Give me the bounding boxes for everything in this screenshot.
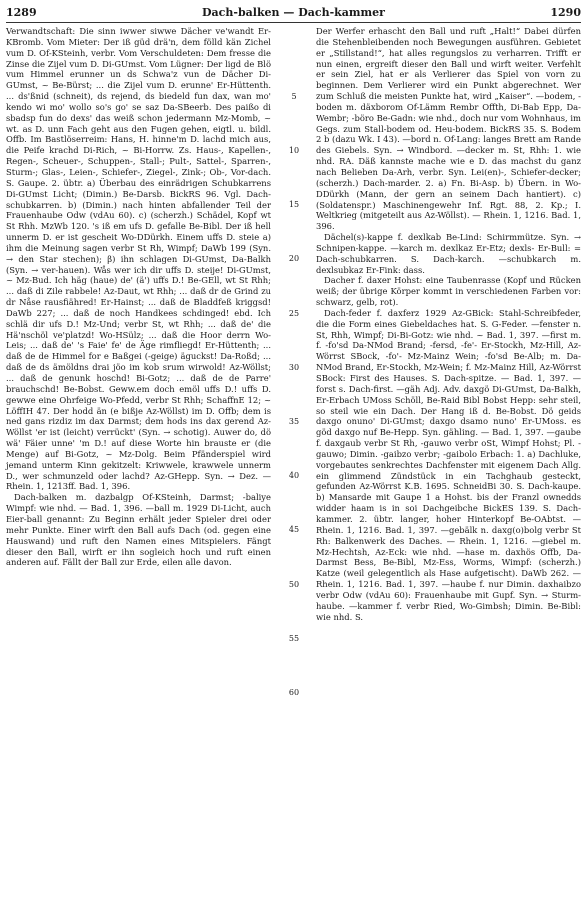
- line-number: 5: [291, 92, 297, 101]
- entry-dach-balken-continued: Der Werfer erhascht den Ball und ruft „Halt!“ Dabei dürfen die Stehenbleibenden noch Bewegungen ausführen. Gebietet er „Stillstand!“, hat alles regungslos zu verharren. Trifft er nun einen, ergreift dieser den Ball und wirft weiter. Verfehlt er sein Ziel, hat er als Verlierer das Spiel von vorn zu beginnen. Dem Verlierer wird ein Punkt abgerechnet. Wer zum Schluß die meisten Punkte hat, wird „Kaiser“. —bodem, -boden m. däxborom Of-Lämm Rembr Offth, Di-Bab Epp, Da-Wembr; -böro Be-Gadn: wie nhd., doch nur vom Wohnhaus, im Gegs. zum Stall-bodem od. Heu-bodem. BickRS 35. S. Bodem 2 b (dazu Wk. I 43). —bord n. Of-Lang: langes Brett am Rande des Giebels. Syn. → Windbord. —decker m. St, Rhh: 1. wie nhd. RA. Däß kannste mache wie e D. das machst du ganz nach Belieben Da-Arh, verbr. Syn. Lei(en)-, Schiefer-decker; (scherzh.) Dach-marder. 2. a) Fn. Bi-Asp. b) Übern. in Wo-DDürkh (Mann, der gern an seinem Dach hantiert). c) (Soldatenspr.) Maschinengewehr Inf. Rgt. 88, 2. Kp.; I. Weltkrieg (mitgeteilt aus Az-Wöllst). — Rhein. 1, 1216. Bad. 1, 396.: [316, 26, 581, 232]
- line-number: 60: [288, 688, 300, 697]
- line-number: 10: [288, 146, 300, 155]
- line-number-gutter: [276, 26, 312, 886]
- right-column: [316, 26, 581, 622]
- line-number: 55: [288, 634, 300, 643]
- page-number-right: 1290: [550, 6, 581, 19]
- entry-daechel-kappe: Dächel(s)-kappe f. dexlkab Be-Lind: Schirmmütze. Syn. → Schnipen-kappe. —karch m. dexlkaz Er-Etz; dexls- Er-Bull: = Dach-schubkarren. S. Dach-karch. —schubkarch m. dexlsubkaz Er-Fink: dass.: [316, 232, 581, 275]
- line-number: 40: [288, 471, 300, 480]
- page-number-left: 1289: [6, 6, 37, 19]
- page-header: [6, 4, 581, 23]
- entry-dacher: Dacher f. daxer Hohst: eine Taubenrasse (Kopf und Rücken weiß; der übrige Körper kommt in verschiedenen Farben vor: schwarz, gelb, rot).: [316, 275, 581, 308]
- line-number: 25: [288, 309, 300, 318]
- line-number: 15: [288, 200, 300, 209]
- entry-dach-continued: Verwandtschaft: Die sinn iwwer siwwe Dächer ve'wandt Er-KBromb. Vom Mieter: Der iß güd drä'n, dem fölld kän Zichel vum D. Of-KSteinh, verbr. Vom Verschuldeten: Dem fresse die Zinse die Zijel vum D. Di-GUmst. Vom Lügner: Der ligd de Blö vum Himmel erunner un ds Schwa'z vun de Dächer Di-GUmst, ~ Be-Bürst; ... die Zijel vum D. erunne' Er-Hüttenth. ... ds'ßnid (schneit), ds rejend, ds biedeld fun dax, wan mo' kendo wi mo' wollo so's go' se saz Da-SBeerb. Des paißo di sbadsp fun do dexs' das weiß schon jedermann Mz-Momb, ~ wt. as D. unn Fach geht aus den Fugen gehen, eigtl. u. bildl. Offb. Im Bastlöserreim: Hans, H. hinne'm D. lachd mich aus, die Peife krachd Di-Rich, ~ Bi-Horrw. Zs. Haus-, Kapellen-, Regen-, Scheuer-, Schuppen-, Stall-; Pult-, Sattel-, Sparren-, Sturm-; Glas-, Leien-, Schiefer-, Ziegel-, Zink-; Ob-, Vor-dach. S. Gaupe. 2. übtr. a) Überbau des einrädrigen Schubkarrens Di-GUmst Licht; (Dimin.) Be-Darsb. BickRS 96. Vgl. Dach-schubkarren. b) (Dimin.) nach hinten abfallender Teil der Frauenhaube Odw (vdAu 60). c) (scherzh.) Schädel, Kopf wt St Rhh. MzWb 120. 's iß em ufs D. gefalle Be-Bibl. Der iß hell unnerm D. er ist gescheit Wo-DDürkh. Einem uffs D. steie a) ihm die Meinung sagen verbr St Rh, Wimpf; DaWb 199 (Syn. → den Star stechen); β) ihn schlagen Di-GUmst, Da-Balkh (Syn. → ver-hauen). Wås wer ich dir uffs D. steije! Di-GUmst, ~ Mz-Bud. Ich häg (haue) de' (ä') uffs D.! Be-GEll, wt St Rhh; ... daß di Zile rabbele! Az-Daut, wt Rhh; ... daß dr de Grind zu dr Nåse rausfiähred! Er-Hainst; ... daß de Bladdfeß kriggsd! DaWb 227; ... daß de noch Handkees schdinged! ebd. Ich schlä dir ufs D.! Mz-Und; verbr St, wt Rhh; ... daß de' die Hä'nschöl ve'platzd! Wo-HSülz; ... daß die Hoor derrn Wo-Leis; ... daß de' 's Faie' fe' de Äge rimfliegd! Er-Hüttenth; ... daß de de Himmel for e Baßgei (-geige) äguckst! Da-Roßd; ... daß de ds ämöldns drai jöo im kob srum wirwold! Az-Wöllst; ... daß de genunk hoschd! Bi-Gotz; ... daß de de Parre' brauchschd! Be-Bobst. Geww.em doch emöl uffs D.! uffs D. gewwe eine Ohrfeige Wo-Pfedd, verbr St Rhh; SchaffnE 12; ~ LöffIH 47. Der hodd än (e bißje Az-Wöllst) im D. Offb; dem is ned gans rizdiz im dax Darmst; dem hods ins dax gerend Az-Wöllst 'er ist (leicht) verrückt' (Syn. → schotig). Auwer do, dö wä' Fäier unne' 'm D.! auf diese Worte hin brauste er (die Menge) auf Bi-Gotz, ~ Mz-Dolg. Beim Pfänderspiel wird jemand unterm Kinn gekitzelt: Kriwwele, krawwele unnerm D., wer schmunzeld oder lachd? Az-GHepp. Syn. → Dez. — Rhein. 1, 1213ff. Bad. 1, 396.: [6, 26, 271, 492]
- entry-dach-feder: Dach-feder f. daxferz 1929 Az-GBick: Stahl-Schreibfeder, die die Form eines Giebeldaches hat. S. G-Feder. —fenster n. St, Rhh, Wimpf; Di-Bi-Gotz: wie nhd. ~ Bad. 1, 397. —first m. f. -fo'sd Da-NMod Brand; -fersd, -fe'- Er-Stockh, Mz-Hill, Az-Wörrst SBock, -fo'- Mz-Mainz Wein; -fo'sd Be-Alb; m. Da-NMod Brand, Er-Stockh, Mz-Wein; f. Mz-Mainz Hill, Az-Wörrst SBock: First des Hauses. S. Dach-spitze. — Bad. 1, 397. —forst s. Dach-first. —gäh Adj. Adv. daxgö Di-GUmst, Da-Balkh, Er-Erbach UMoss Schöll, Be-Raid Bibl Bobst Hepp: sehr steil, so steil wie ein Dach. Der Hang iß d. Be-Bobst. Dö geids daxgo onuno' Di-GUmst; daxgo dsamo nuno' Er-UMoss. es göd daxgo nuf Be-Hepp. Syn. gähling. — Bad. 1, 397. —gaube f. daxgaub verbr St Rh, -gauwo verbr oSt, Wimpf Hohst; Pl. -gauwo; Dimin. -gaibzo verbr; -gaibolo Erbach: 1. a) Dachluke, vorgebautes senkrechtes Dachfenster mit eigenem Dach Allg. ein glimmend Zündstück in ein Tachghaub gesteckt, gefunden Az-Wörrst K.B. 1695. SchneidBi 30. S. Dach-kaupe. b) Mansarde mit Gaupe 1 a Hohst. bis der Franzl ownedds widder haam is in soi Dachgeibche BickES 139. S. Dach-kammer. 2. übtr. langer, hoher Hinterkopf Be-OAbtst. — Rhein. 1, 1216. Bad. 1, 397. —gebälk n. daxg(o)bolg verbr St Rh: Balkenwerk des Daches. — Rhein. 1, 1216. —giebel m. Mz-Hechtsh, Az-Eck: wie nhd. —hase m. daxhös Offb, Da-Darmst Bess, Be-Bibl, Mz-Ess, Worms, Wimpf: (scherzh.) Katze (weil gelegentlich als Hase aufgetischt). DaWb 262. — Rhein. 1, 1216. Bad. 1, 397. —haube f. nur Dimin. daxhaibzo verbr Odw (vdAu 60): Frauenhaube mit Gupf. Syn. → Sturm-haube. —kammer f. verbr Ried, Wo-Gimbsh; Dimin. Be-Bibl: wie nhd. S.: [316, 307, 581, 622]
- line-number: 20: [288, 254, 300, 263]
- line-number: 45: [288, 525, 300, 534]
- entry-dach-balken: Dach-balken m. dazbalgp Of-KSteinh, Darmst; -baliye Wimpf: wie nhd. — Bad. 1, 396. —ball m. 1929 Di-Licht, auch Eier-ball genannt: Zu Beginn erhält jeder Spieler drei oder mehr Punkte. Einer wirft den Ball aufs Dach (od. gegen eine Hauswand) und ruft den Namen eines Mitspielers. Fängt dieser den Ball, wirft er ihn sogleich hoch und ruft einen anderen auf. Fällt der Ball zur Erde, eilen alle davon.: [6, 492, 271, 568]
- line-number: 50: [288, 580, 300, 589]
- running-title: Dach-balken — Dach-kammer: [202, 6, 385, 19]
- line-number: 30: [288, 363, 300, 372]
- left-column: [6, 26, 271, 568]
- line-number: 35: [288, 417, 300, 426]
